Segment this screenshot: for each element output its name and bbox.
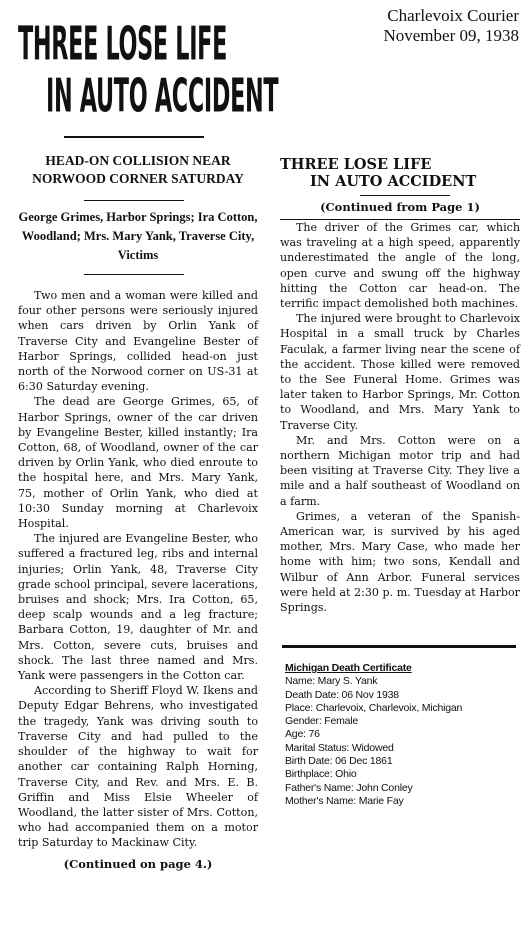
headline-line-2: IN AUTO ACCIDENT bbox=[46, 70, 279, 123]
certificate-line: Father's Name: John Conley bbox=[285, 781, 413, 794]
certificate-line: Death Date: 06 Nov 1938 bbox=[285, 688, 399, 701]
victims-deck: George Grimes, Harbor Springs; Ira Cotton, Woodland; Mrs. Mary Yank, Traverse City, Victims bbox=[18, 210, 258, 262]
continued-headline bbox=[280, 156, 520, 190]
paragraph: The injured are Evangeline Bester, who suffered a fractured leg, ribs and internal injuries; Orlin Yank, 48, Traverse City grade school principal, severe lacerations, bruises and shock; Mrs. Ira Cotton, 65, deep scalp wounds and a leg fracture; Barbara Cotton, 19, daughter of Mr. and Mrs. Cotton, severe cuts, bruises and shock. The last three named and Mrs. Yank were passengers in the Cotton car. bbox=[18, 532, 258, 683]
right-article-body bbox=[280, 220, 520, 615]
continued-headline-rule bbox=[360, 195, 450, 196]
paragraph: Two men and a woman were killed and four other persons were seriously injured when cars driven by Orlin Yank of Traverse City and Evangeline Bester of Harbor Springs, collided head-on just north of the Norwood corner on US-31 at 6:30 Saturday evening. bbox=[18, 289, 258, 394]
continued-headline-line-1: THREE LOSE LIFE bbox=[280, 156, 432, 173]
deck-rule bbox=[84, 274, 184, 275]
paragraph: Mr. and Mrs. Cotton were on a northern Michigan motor trip and had been visiting at Traverse City. They live a mile and a half southeast of Woodland on a farm. bbox=[280, 433, 520, 508]
certificate-line: Birthplace: Ohio bbox=[285, 768, 357, 781]
certificate-rule bbox=[282, 645, 516, 648]
certificate-title: Michigan Death Certificate bbox=[285, 662, 412, 674]
subhead: HEAD-ON COLLISION NEAR NORWOOD CORNER SATURDAY bbox=[32, 153, 244, 186]
certificate-line: Gender: Female bbox=[285, 715, 359, 728]
certificate-line: Marital Status: Widowed bbox=[285, 741, 394, 754]
certificate-line: Name: Mary S. Yank bbox=[285, 675, 378, 688]
certificate-line: Place: Charlevoix, Charlevoix, Michigan bbox=[285, 701, 463, 714]
paragraph: According to Sheriff Floyd W. Ikens and Deputy Edgar Behrens, who investigated the tragedy, Yank was driving south to Traverse City and had pulled to the shoulder of the highway to wait for another car containing Ralph Horning, Traverse City, and Rev. and Mrs. E. B. Griffin and Miss Elsie Wheeler of Woodland, the latter sister of Mrs. Cotton, who had accompanied them on a motor trip Saturday to Mackinaw City. bbox=[18, 684, 258, 850]
left-article-body bbox=[18, 288, 258, 872]
paragraph: The dead are George Grimes, 65, of Harbor Springs, owner of the car driven by Evangeline Bester, killed instantly; Ira Cotton, 68, of Woodland, owner of the car driven by Orlin Yank, who died enroute to the hospital here, and Mrs. Mary Yank, 75, mother of Orlin Yank, who died at 10:30 Sunday morning at Charlevoix Hospital. bbox=[18, 395, 258, 531]
headline-line-1: THREE LOSE LIFE bbox=[18, 18, 228, 71]
newspaper-date: November 09, 1938 bbox=[383, 26, 519, 45]
paragraph: Grimes, a veteran of the Spanish-American war, is survived by his aged mother, Mrs. Mary Case, who made her home with him; two sons, Kendall and Wilbur of Ann Arbor. Funeral services were held at 2:30 p. m. Tuesday at Harbor Springs. bbox=[280, 509, 520, 615]
continued-from-note: (Continued from Page 1) bbox=[320, 200, 480, 214]
headline-rule bbox=[64, 136, 204, 138]
subhead-rule bbox=[84, 200, 184, 201]
paragraph: The injured were brought to Charlevoix Hospital in a small truck by Charles Faculak, a farmer living near the scene of the accident. Those killed were removed to the See Funeral Home. Grimes was later taken to Harbor Springs, Mr. Cotton to Woodland, and Mrs. Mary Yank to Traverse City. bbox=[280, 312, 520, 432]
paragraph: The driver of the Grimes car, which was traveling at a high speed, apparently underestimated the angle of the long, open curve and swung off the highway hitting the Cotton car head-on. The terrific impact demolished both machines. bbox=[280, 221, 520, 311]
newspaper-name: Charlevoix Courier bbox=[387, 6, 519, 25]
continued-on-note: (Continued on page 4.) bbox=[63, 856, 213, 871]
certificate-line: Birth Date: 06 Dec 1861 bbox=[285, 755, 393, 768]
certificate-line: Age: 76 bbox=[285, 728, 320, 741]
right-column bbox=[280, 6, 520, 646]
certificate-line: Mother's Name: Marie Fay bbox=[285, 794, 404, 807]
continued-headline-line-2: IN AUTO ACCIDENT bbox=[310, 173, 477, 190]
death-certificate bbox=[285, 662, 515, 808]
